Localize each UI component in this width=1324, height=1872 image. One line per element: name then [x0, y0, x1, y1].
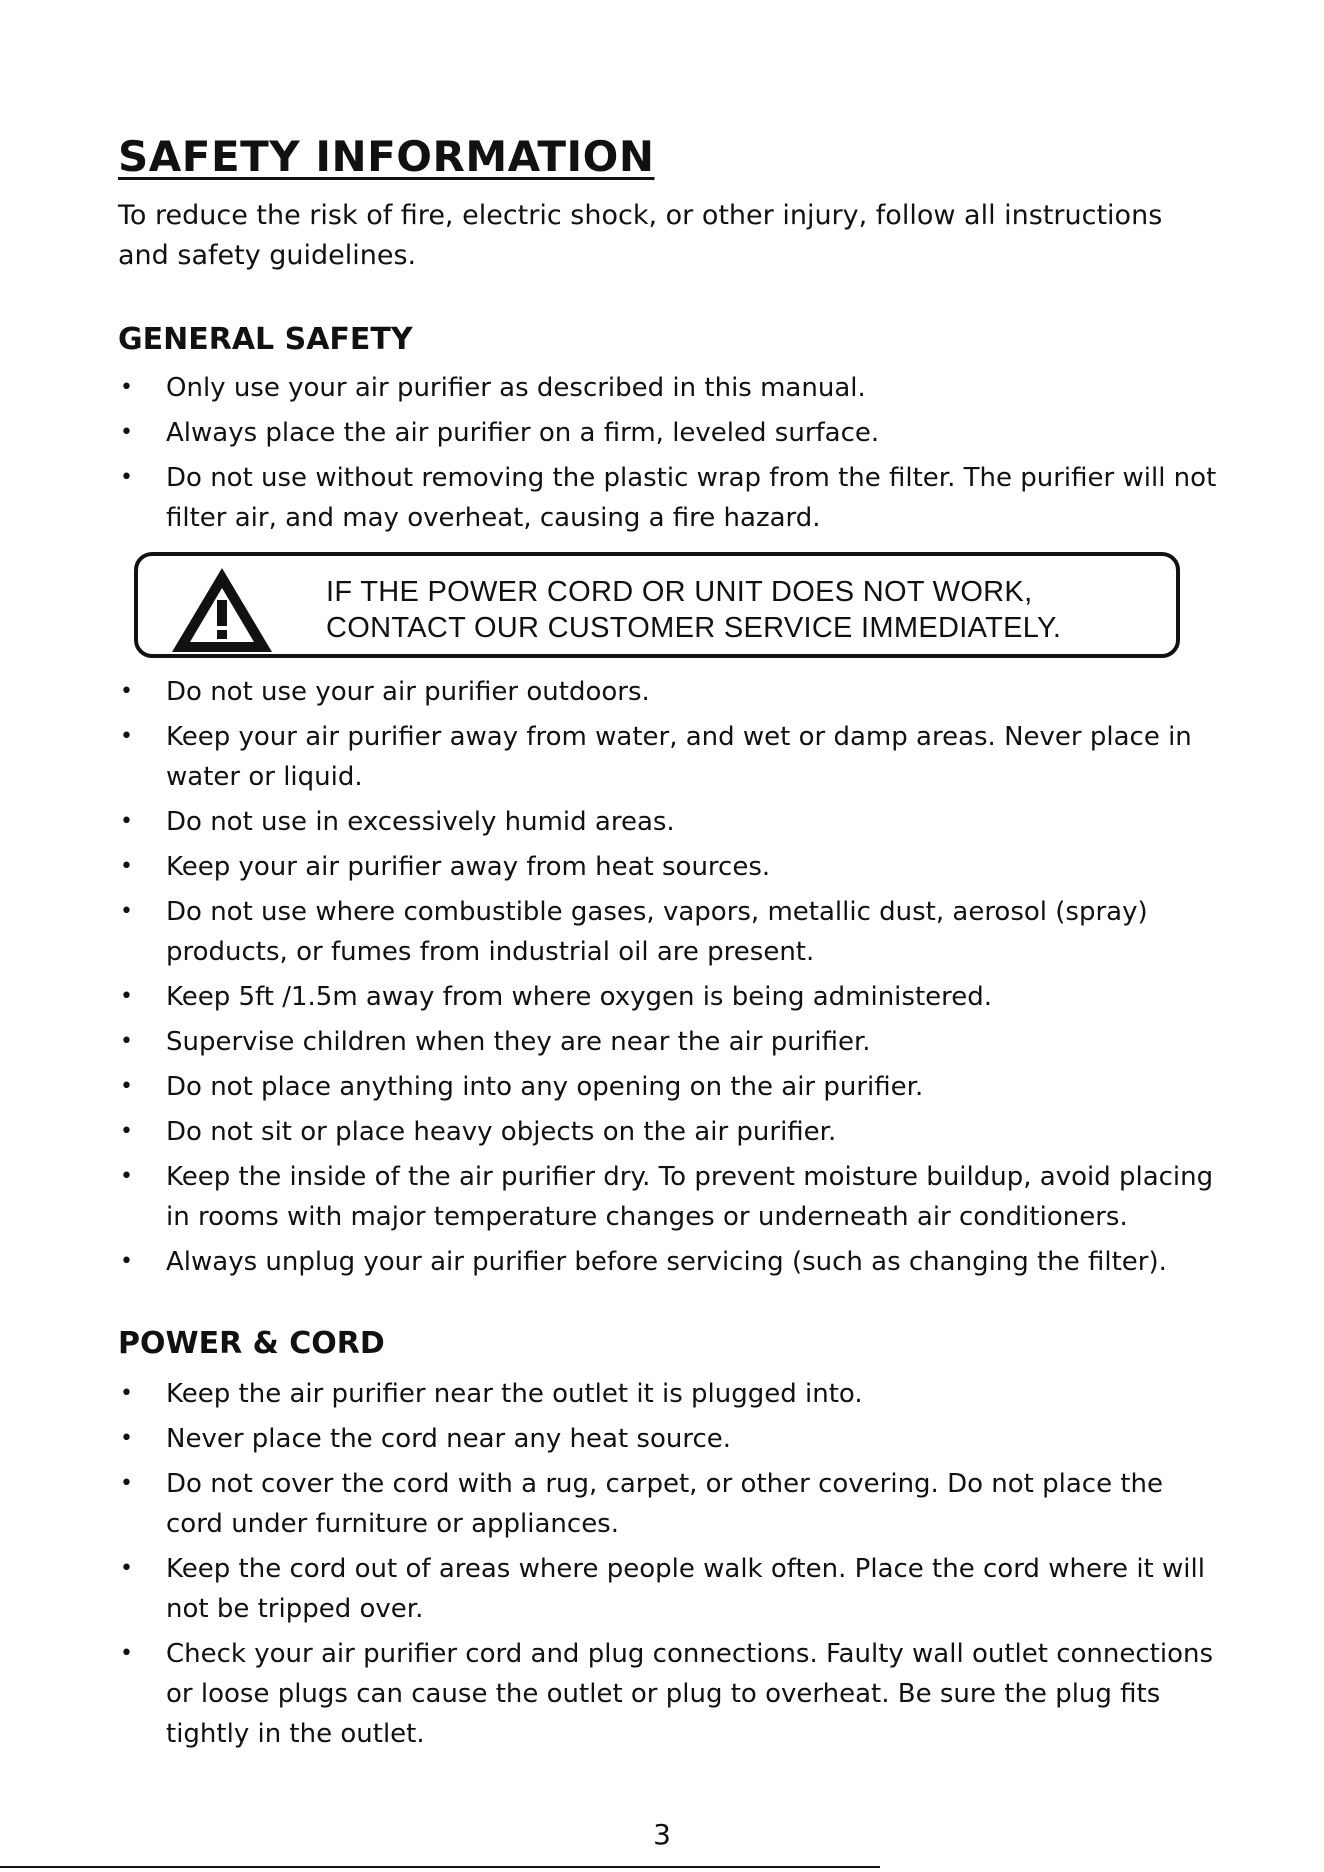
list-item: • Always place the air purifier on a firm, leveled surface.: [118, 413, 1218, 453]
list-item: • Never place the cord near any heat source.: [118, 1419, 1218, 1459]
intro-text: To reduce the risk of fire, electric shock, or other injury, follow all instructions and safety guidelines.: [118, 200, 1163, 271]
list-item: • Do not use where combustible gases, vapors, metallic dust, aerosol (spray) products, or fumes from industrial oil are present.: [118, 892, 1218, 972]
list-item: • Keep 5ft /1.5m away from where oxygen is being administered.: [118, 977, 1218, 1017]
list-item: • Do not place anything into any opening on the air purifier.: [118, 1067, 1218, 1107]
general-safety-heading: GENERAL SAFETY: [118, 322, 413, 357]
warning-triangle-icon: [168, 562, 276, 658]
list-item: • Always unplug your air purifier before servicing (such as changing the filter).: [118, 1242, 1218, 1282]
list-item: • Keep your air purifier away from heat sources.: [118, 847, 1218, 887]
list-item: • Supervise children when they are near the air purifier.: [118, 1022, 1218, 1062]
warning-box: [134, 552, 1180, 658]
warning-line-2: CONTACT OUR CUSTOMER SERVICE IMMEDIATELY.: [326, 612, 1062, 644]
list-item: • Do not use in excessively humid areas.: [118, 802, 1218, 842]
power-cord-heading: POWER & CORD: [118, 1326, 385, 1361]
warning-line-1: IF THE POWER CORD OR UNIT DOES NOT WORK,: [326, 576, 1033, 608]
list-item: • Keep the cord out of areas where people walk often. Place the cord where it will not be tripped over.: [118, 1549, 1218, 1629]
list-item: • Do not sit or place heavy objects on the air purifier.: [118, 1112, 1218, 1152]
page-title: SAFETY INFORMATION: [118, 132, 655, 181]
power-cord-list: [118, 1374, 1218, 1759]
list-item: • Keep the inside of the air purifier dry. To prevent moisture buildup, avoid placing in rooms with major temperature changes or underneath air conditioners.: [118, 1157, 1218, 1237]
footer-divider: [0, 1866, 880, 1868]
warning-text: [326, 574, 1061, 646]
page-number: 3: [653, 1818, 671, 1851]
list-item: • Keep your air purifier away from water, and wet or damp areas. Never place in water or liquid.: [118, 717, 1218, 797]
general-safety-list-top: [118, 368, 1218, 543]
list-item: • Check your air purifier cord and plug connections. Faulty wall outlet connections or loose plugs can cause the outlet or plug to overheat. Be sure the plug fits tightly in the outlet.: [118, 1634, 1218, 1754]
list-item: • Do not use your air purifier outdoors.: [118, 672, 1218, 712]
list-item: • Do not cover the cord with a rug, carpet, or other covering. Do not place the cord under furniture or appliances.: [118, 1464, 1218, 1544]
list-item: • Only use your air purifier as described in this manual.: [118, 368, 1218, 408]
list-item: • Do not use without removing the plastic wrap from the filter. The purifier will not filter air, and may overheat, causing a fire hazard.: [118, 458, 1218, 538]
general-safety-list-bottom: [118, 672, 1218, 1287]
list-item: • Keep the air purifier near the outlet it is plugged into.: [118, 1374, 1218, 1414]
